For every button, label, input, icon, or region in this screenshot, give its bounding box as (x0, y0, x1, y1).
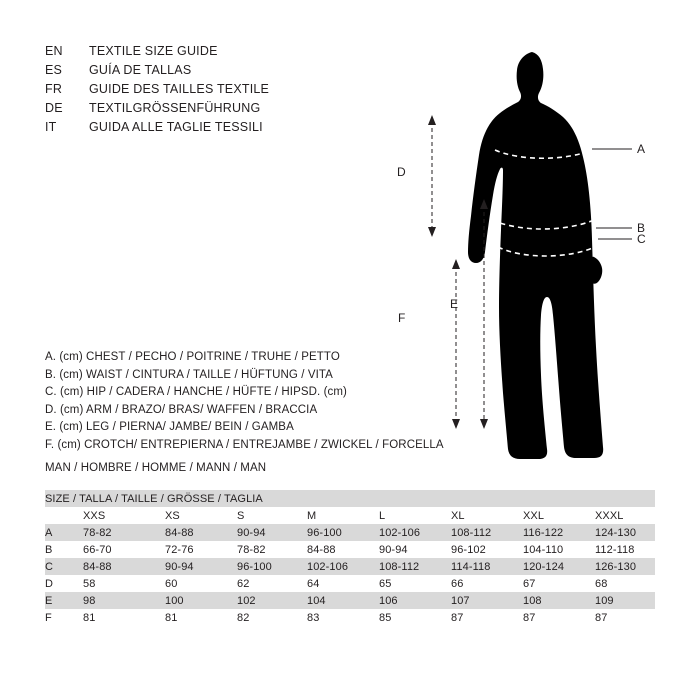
legend-item-D: D. (cm) ARM / BRAZO/ BRAS/ WAFFEN / BRACCIA (45, 403, 318, 416)
table-row (45, 558, 655, 575)
size-table (45, 490, 655, 626)
cell: 108 (523, 592, 595, 609)
row-label: C (45, 558, 83, 575)
cell: 66 (451, 575, 523, 592)
cell: 58 (83, 575, 165, 592)
size-table-wrap (45, 490, 655, 626)
callout-label-D: D (397, 165, 406, 179)
language-row (45, 44, 375, 63)
language-title: GUIDA ALLE TAGLIE TESSILI (89, 120, 263, 134)
cell: 90-94 (379, 541, 451, 558)
row-label: D (45, 575, 83, 592)
table-caption: SIZE / TALLA / TAILLE / GRÖSSE / TAGLIA (45, 490, 655, 507)
cell: 104-110 (523, 541, 595, 558)
language-title: TEXTILE SIZE GUIDE (89, 44, 218, 58)
cell: 72-76 (165, 541, 237, 558)
cell: 78-82 (83, 524, 165, 541)
language-title: GUIDE DES TAILLES TEXTILE (89, 82, 270, 96)
language-code: DE (45, 101, 63, 115)
language-code: FR (45, 82, 63, 96)
cell: 82 (237, 609, 307, 626)
cell: 106 (379, 592, 451, 609)
cell: 64 (307, 575, 379, 592)
cell: 81 (165, 609, 237, 626)
row-label: F (45, 609, 83, 626)
cell: 84-88 (83, 558, 165, 575)
legend-item-A: A. (cm) CHEST / PECHO / POITRINE / TRUHE / PETTO (45, 351, 340, 363)
cell: 66-70 (83, 541, 165, 558)
cell: 100 (165, 592, 237, 609)
language-code: EN (45, 44, 63, 58)
callout-leaders (592, 149, 632, 239)
cell: 81 (83, 609, 165, 626)
cell: 67 (523, 575, 595, 592)
cell: 84-88 (165, 524, 237, 541)
table-row (45, 609, 655, 626)
cell: 108-112 (379, 558, 451, 575)
table-row (45, 575, 655, 592)
cell: 85 (379, 609, 451, 626)
language-code: IT (45, 120, 57, 134)
column-header-l: L (379, 507, 451, 524)
legend-item-C: C. (cm) HIP / CADERA / HANCHE / HÜFTE / HIPSD. (cm) (45, 386, 347, 398)
cell: 107 (451, 592, 523, 609)
column-header-xl: XL (451, 507, 523, 524)
cell: 83 (307, 609, 379, 626)
language-row (45, 101, 375, 120)
language-row (45, 120, 375, 139)
callout-label-F: F (398, 311, 406, 325)
cell: 62 (237, 575, 307, 592)
row-label: B (45, 541, 83, 558)
column-header-0 (45, 507, 83, 524)
callout-label-B: B (637, 221, 646, 235)
dimension-D-arrows (428, 115, 436, 237)
column-header-xxxl: XXXL (595, 507, 655, 524)
cell: 114-118 (451, 558, 523, 575)
legend-item-F: F. (cm) CROTCH/ ENTREPIERNA / ENTREJAMBE / ZWICKEL / FORCELLA (45, 438, 444, 451)
callout-label-C: C (637, 232, 646, 246)
cell: 102-106 (307, 558, 379, 575)
cell: 87 (523, 609, 595, 626)
cell: 68 (595, 575, 655, 592)
callout-label-A: A (637, 142, 646, 156)
cell: 124-130 (595, 524, 655, 541)
column-header-s: S (237, 507, 307, 524)
cell: 126-130 (595, 558, 655, 575)
cell: 98 (83, 592, 165, 609)
legend-item-E: E. (cm) LEG / PIERNA/ JAMBE/ BEIN / GAMBA (45, 421, 294, 433)
column-header-xs: XS (165, 507, 237, 524)
cell: 65 (379, 575, 451, 592)
language-code: ES (45, 63, 63, 77)
cell: 84-88 (307, 541, 379, 558)
cell: 60 (165, 575, 237, 592)
cell: 90-94 (165, 558, 237, 575)
cell: 87 (451, 609, 523, 626)
table-row (45, 541, 655, 558)
cell: 116-122 (523, 524, 595, 541)
table-caption-row (45, 490, 655, 507)
row-label: A (45, 524, 83, 541)
column-header-m: M (307, 507, 379, 524)
cell: 104 (307, 592, 379, 609)
gender-label: MAN / HOMBRE / HOMME / MANN / MAN (45, 462, 267, 474)
measurement-legend (45, 349, 475, 454)
language-row (45, 63, 375, 82)
table-row (45, 592, 655, 609)
cell: 78-82 (237, 541, 307, 558)
cell: 102 (237, 592, 307, 609)
language-row (45, 82, 375, 101)
table-row (45, 524, 655, 541)
cell: 96-102 (451, 541, 523, 558)
cell: 108-112 (451, 524, 523, 541)
cell: 102-106 (379, 524, 451, 541)
cell: 90-94 (237, 524, 307, 541)
cell: 112-118 (595, 541, 655, 558)
cell: 87 (595, 609, 655, 626)
legend-item-B: B. (cm) WAIST / CINTURA / TAILLE / HÜFTUNG / VITA (45, 368, 333, 381)
language-title: TEXTILGRÖSSENFÜHRUNG (89, 101, 261, 115)
cell: 109 (595, 592, 655, 609)
cell: 96-100 (307, 524, 379, 541)
cell: 96-100 (237, 558, 307, 575)
callout-label-E: E (450, 297, 459, 311)
language-header-block (45, 44, 375, 139)
column-header-xxs: XXS (83, 507, 165, 524)
row-label: E (45, 592, 83, 609)
cell: 120-124 (523, 558, 595, 575)
language-title: GUÍA DE TALLAS (89, 63, 192, 77)
table-header-row (45, 507, 655, 524)
column-header-xxl: XXL (523, 507, 595, 524)
